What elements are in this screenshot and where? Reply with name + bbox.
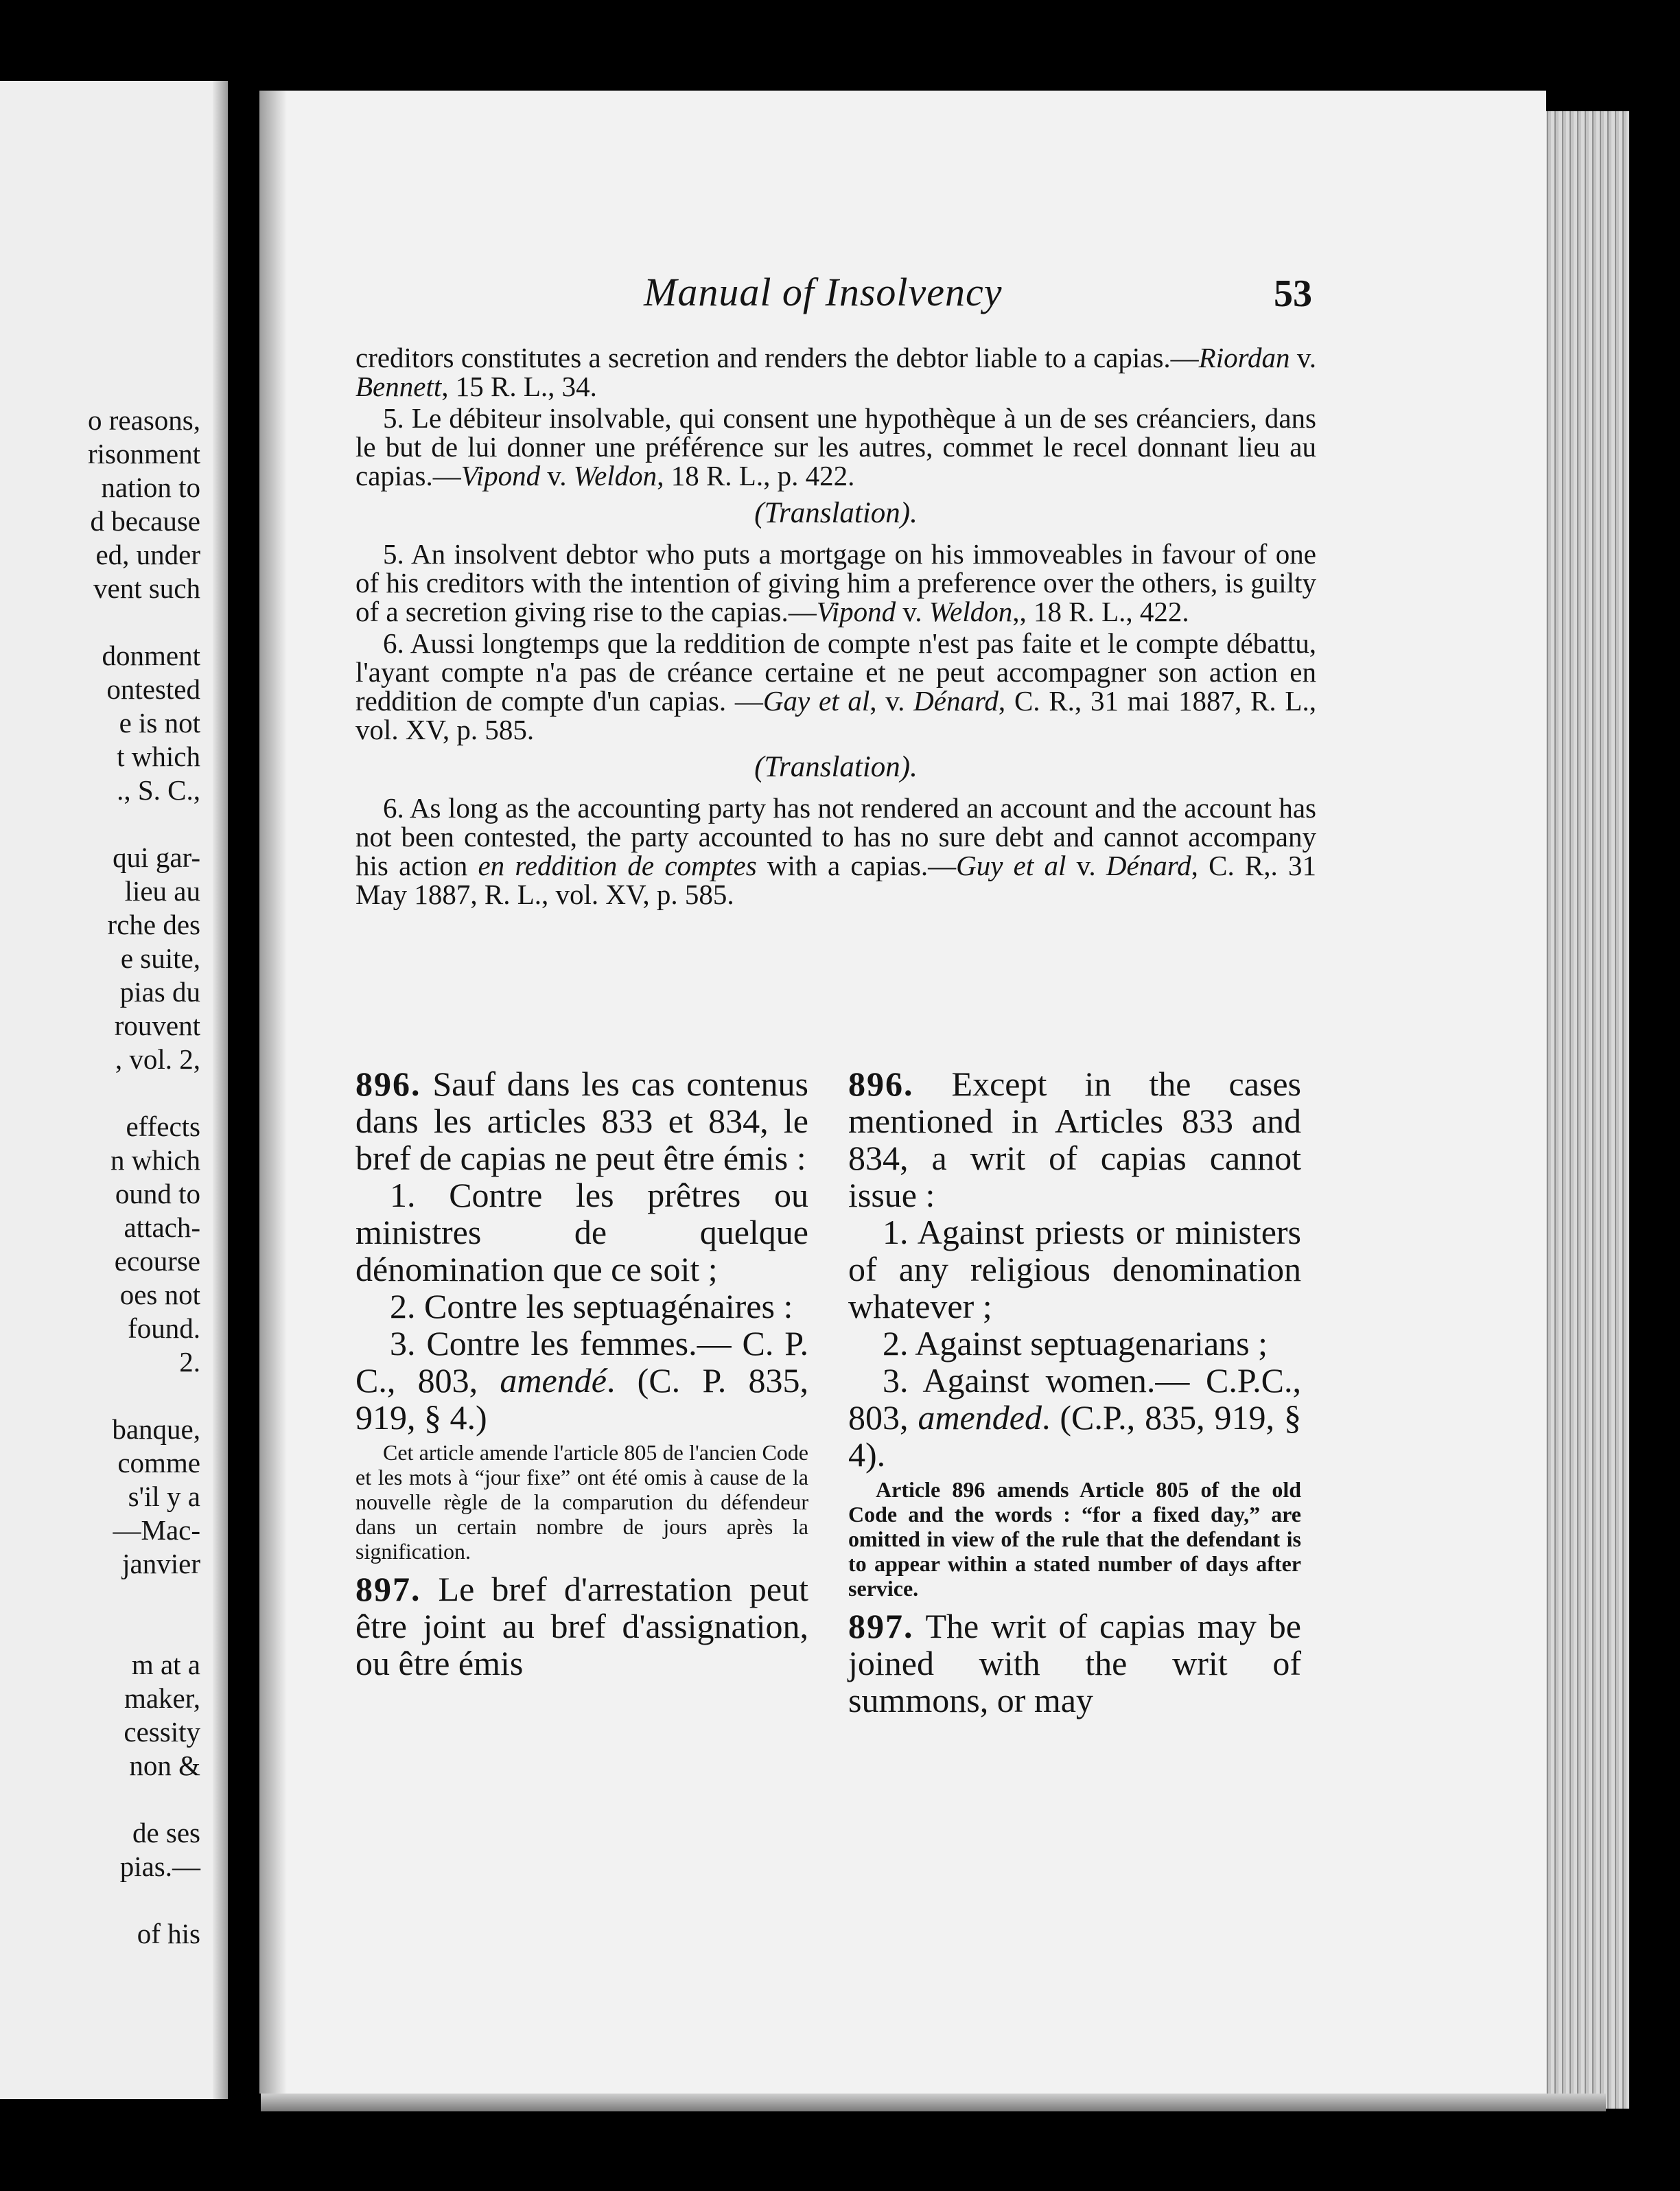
left-page-line [0,1783,200,1816]
running-title: Manual of Insolvency [644,270,1003,314]
list-item: 1. Contre les prêtres ou ministres de quelque dénomination que ce soit ; [355,1176,808,1288]
left-page-line: 2. [179,1346,200,1378]
left-page-line: pias du [119,976,200,1008]
note-paragraph: 6. Aussi longtemps que la reddition de compte n'est pas faite et le compte débattu, l'ayant compte n'a pas de créance certaine et ne peut accompagner son action en reddition de compte d'un capias. —Gay et al, v. Dénard, C. R., 31 mai 1887, R. L., vol. XV, p. 585. [355,627,1316,745]
left-page-gutter [213,81,228,2099]
left-page-line: janvier [122,1548,200,1579]
left-page-line: rouvent [114,1010,200,1041]
note-paragraph: creditors constitutes a secretion and renders the debtor liable to a capias.—Riordan v. Bennett, 15 R. L., 34. [355,342,1316,402]
left-page-line [0,605,200,639]
left-page-line: pias.— [119,1851,200,1882]
article-896-en: 896. Except in the cases mentioned in Articles 833 and 834, a writ of capias cannot issue : [848,1065,1301,1214]
left-page-line: lieu au [124,875,200,907]
left-page-line: risonment [88,438,200,470]
left-page-line [0,1614,200,1648]
left-page-line: —Mac- [113,1514,200,1546]
left-page-line: s'il y a [128,1481,200,1512]
running-head [259,262,1546,317]
article-897-fr: 897. Le bref d'arrestation peut être joint au bref d'assignation, ou être émis [355,1570,808,1682]
article-number: 896. [848,1065,914,1103]
list-item: 3. Contre les femmes.— C. P. C., 803, amendé. (C. P. 835, 919, § 4.) [355,1324,808,1437]
page-number: 53 [1274,273,1312,315]
page-bottom-edge [261,2094,1606,2111]
article-number: 897. [848,1607,914,1645]
left-page-line: e suite, [120,942,200,974]
left-page-line: rche des [107,909,200,940]
left-page-line: of his [137,1918,200,1949]
bilingual-columns [355,1065,1316,2013]
left-page-line: de ses [132,1817,200,1848]
article-897-en: 897. The writ of capias may be joined with the writ of summons, or may [848,1607,1301,1719]
left-page-line: cessity [124,1716,200,1748]
left-page-line: t which [117,741,200,772]
left-page-line: oes not [119,1279,200,1310]
english-column [848,1065,1301,1719]
left-page-line: d because [90,505,200,537]
left-page-line: o reasons, [88,404,200,436]
jurisprudence-notes [355,343,1316,909]
translation-heading: (Translation). [754,497,918,529]
left-page-line: found. [128,1312,200,1344]
left-page-line: attach- [124,1212,200,1243]
left-page-line: ecourse [114,1245,200,1277]
left-page-line: n which [110,1144,200,1176]
left-page-line: , vol. 2, [115,1043,200,1075]
left-page-line: ed, under [95,539,200,570]
left-page-line: donment [102,640,200,671]
gutter-shadow [259,91,287,2094]
left-page-line: non & [129,1750,200,1781]
left-page-line: nation to [101,472,200,503]
list-item: 2. Contre les septuagénaires : [390,1287,793,1325]
left-page-line [0,807,200,841]
left-page-line: ontested [106,673,200,705]
left-page-fragments [0,404,200,1951]
left-page-line: banque, [112,1413,200,1445]
article-896-fr: 896. Sauf dans les cas contenus dans les articles 833 et 834, le bref de capias ne peut être émis : [355,1065,808,1177]
left-page-line [0,1581,200,1614]
left-page-line: qui gar- [113,842,200,873]
left-page-line: ound to [115,1178,200,1209]
main-page [259,91,1546,2094]
list-item: 3. Against women.— C.P.C., 803, amended. (C.P., 835, 919, § 4). [848,1361,1302,1474]
note-paragraph: 5. Le débiteur insolvable, qui consent une hypothèque à un de ses créanciers, dans le but de lui donner une préférence sur les autres, commet le recel donnant lieu au capias.—Vipond v. Weldon, 18 R. L., p. 422. [355,402,1316,491]
list-item: 1. Against priests or ministers of any religious denomination whatever ; [848,1213,1301,1325]
article-note-fr: Cet article amende l'article 805 de l'ancien Code et les mots à “jour fixe” ont été omis à cause de la nouvelle règle de la comparution du défendeur dans un certain nombre de jours après la signification. [355,1440,808,1564]
left-page-line: comme [117,1447,200,1479]
left-page-line: maker, [124,1682,200,1714]
article-number: 896. [355,1065,421,1103]
left-page-line [0,1379,200,1413]
article-note-en: Article 896 amends Article 805 of the old Code and the words : “for a fixed day,” are omitted in view of the rule that the defendant is to appear within a stated number of days after service. [848,1477,1301,1601]
note-paragraph: 5. An insolvent debtor who puts a mortgage on his immoveables in favour of one of his creditors with the intention of giving him a preference over the others, is guilty of a secretion giving rise to the capias.—Vipond v. Weldon,, 18 R. L., 422. [355,538,1316,627]
left-page-line [0,1076,200,1110]
left-page-line: effects [126,1111,200,1142]
left-facing-page [0,81,228,2099]
note-paragraph: 6. As long as the accounting party has not rendered an account and the account has not been contested, the party accounted to has no sure debt and cannot accompany his action en reddition de comptes with a capias.—Guy et al v. Dénard, C. R,. 31 May 1887, R. L., vol. XV, p. 585. [355,792,1316,910]
left-page-line: m at a [131,1649,200,1680]
french-column [355,1065,808,1682]
page-fore-edge [1536,111,1629,2109]
left-page-line [0,1883,200,1917]
left-page-line: vent such [93,572,200,604]
article-number: 897. [355,1570,421,1608]
translation-heading: (Translation). [754,751,918,783]
list-item: 2. Against septuagenarians ; [883,1324,1268,1363]
left-page-line: e is not [119,707,200,739]
left-page-line: ., S. C., [117,774,200,806]
